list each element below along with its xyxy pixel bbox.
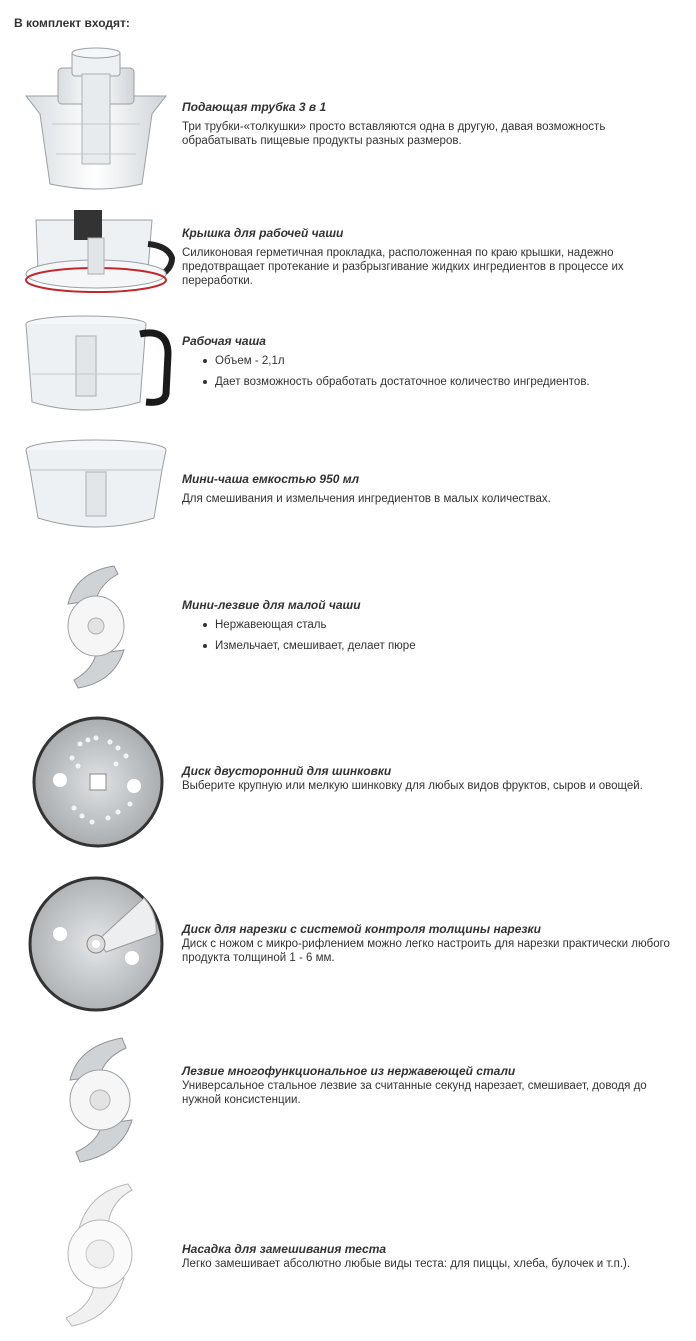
item-title: Рабочая чаша — [182, 334, 266, 348]
shredding-disc-image — [30, 714, 166, 850]
feed-tube-image — [22, 44, 170, 194]
item-title: Мини-чаша емкостью 950 мл — [182, 472, 360, 486]
item-title: Мини-лезвие для малой чаши — [182, 598, 361, 612]
multipurpose-blade-image — [56, 1036, 146, 1164]
list-item: Объем - 2,1л — [182, 354, 672, 368]
item-description: Три трубки-«толкушки» просто вставляются одна в другую, давая возможность обрабатывать пищевые продукты разных размеров. — [182, 121, 606, 147]
item-description: Силиконовая герметичная прокладка, расположенная по краю крышки, надежно предотвращает протекание и разбрызгивание жидких ингредиентов в процессе их переработки. — [182, 247, 624, 287]
item-title: Крышка для рабочей чаши — [182, 226, 344, 240]
item-description: Легко замешивает абсолютно любые виды теста: для пиццы, хлеба, булочек и т.п.). — [182, 1258, 631, 1270]
list-item: Нержавеющая сталь — [182, 618, 672, 632]
item-title: Подающая трубка 3 в 1 — [182, 100, 327, 114]
list-item: Измельчает, смешивает, делает пюре — [182, 639, 672, 653]
mini-bowl-image — [22, 436, 172, 536]
item-title: Лезвие многофункциональное из нержавеющей стали — [182, 1064, 516, 1078]
section-heading: В комплект входят: — [14, 16, 130, 30]
item-description: Выберите крупную или мелкую шинковку для любых видов фруктов, сыров и овощей. — [182, 780, 643, 792]
dough-blade-image — [58, 1182, 142, 1328]
bullet-list — [182, 354, 672, 389]
list-item: Дает возможность обработать достаточное количество ингредиентов. — [182, 375, 672, 389]
work-bowl-image — [22, 314, 172, 418]
item-description: Универсальное стальное лезвие за считанные секунд нарезает, смешивает, доводя до нужной консистенции. — [182, 1080, 647, 1106]
mini-blade-image — [56, 564, 136, 690]
lid-image — [22, 208, 182, 300]
bullet-list — [182, 618, 672, 653]
item-title: Диск двусторонний для шинковки — [182, 764, 392, 778]
item-description: Для смешивания и измельчения ингредиентов в малых количествах. — [182, 493, 551, 505]
item-title: Насадка для замешивания теста — [182, 1242, 387, 1256]
slicing-disc-image — [26, 874, 166, 1014]
item-description: Диск с ножом с микро-рифлением можно легко настроить для нарезки практически любого продукта толщиной 1 - 6 мм. — [182, 938, 670, 964]
item-title: Диск для нарезки с системой контроля толщины нарезки — [182, 922, 541, 936]
